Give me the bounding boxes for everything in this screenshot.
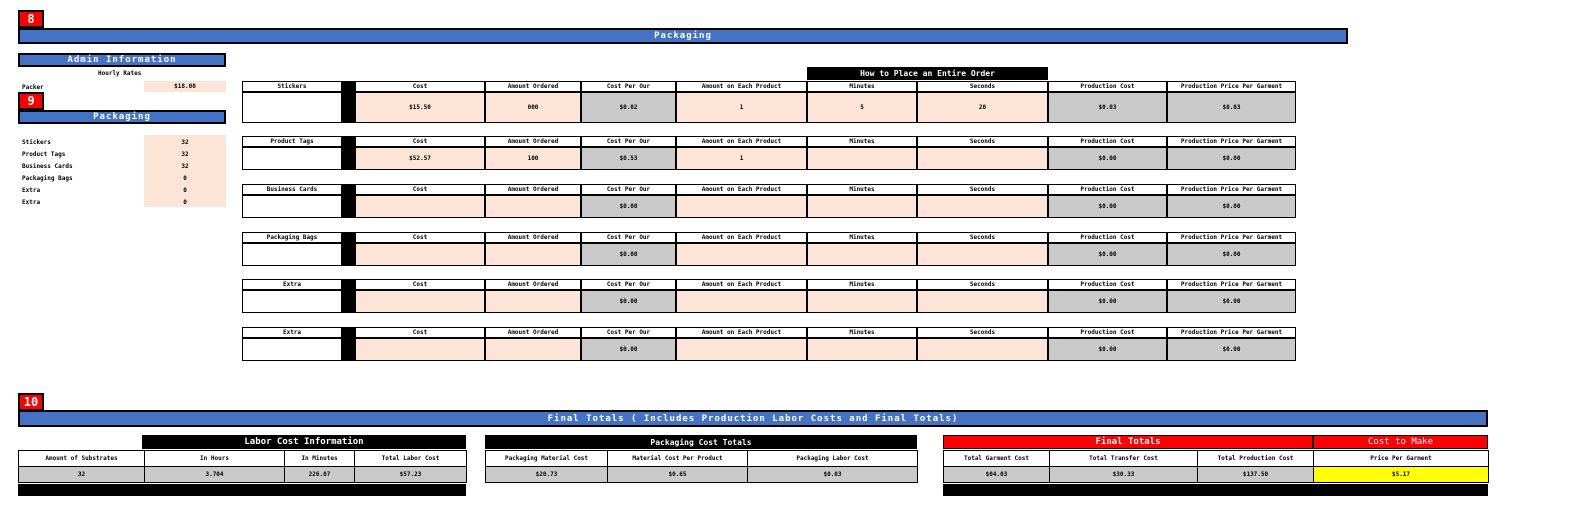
packer-label: Packer xyxy=(22,84,44,91)
packaging-value-material: $20.73 xyxy=(486,467,608,483)
column-header: Cost xyxy=(355,136,485,147)
cell-cost[interactable] xyxy=(355,195,485,218)
final-footer-bar xyxy=(943,484,1488,496)
column-header: Minutes xyxy=(807,327,917,338)
column-header: Production Cost xyxy=(1048,232,1167,243)
column-header: Seconds xyxy=(917,81,1048,92)
item-name: Product Tags xyxy=(242,136,342,147)
labor-cost-table xyxy=(18,450,466,483)
final-totals-table xyxy=(943,450,1488,483)
cell-amount[interactable] xyxy=(485,243,581,266)
packaging-qty-label: Business Cards xyxy=(22,163,73,170)
item-divider-bar xyxy=(342,279,355,313)
packaging-qty-label: Product Tags xyxy=(22,151,66,158)
column-header: Production Cost xyxy=(1048,184,1167,195)
cell-each[interactable] xyxy=(676,338,807,361)
column-header: Production Cost xyxy=(1048,327,1167,338)
cell-cpo: $0.00 xyxy=(581,290,676,313)
section-8-badge: 8 xyxy=(18,10,44,28)
final-value-transfer: $30.33 xyxy=(1050,467,1198,483)
cell-ppg: $0.00 xyxy=(1167,243,1296,266)
column-header: Production Price Per Garment xyxy=(1167,81,1296,92)
column-header: Production Price Per Garment xyxy=(1167,136,1296,147)
packaging-qty-value[interactable]: 32 xyxy=(181,151,189,158)
packer-rate-field[interactable]: $18.00 xyxy=(144,81,226,92)
column-header: Cost xyxy=(355,327,485,338)
labor-footer-bar xyxy=(18,484,466,496)
column-header: Seconds xyxy=(917,136,1048,147)
column-header: Amount Ordered xyxy=(485,81,581,92)
cell-prod-cost: $0.00 xyxy=(1048,290,1167,313)
cell-cost[interactable] xyxy=(355,243,485,266)
item-name: Stickers xyxy=(242,81,342,92)
item-divider-bar xyxy=(342,184,355,218)
cell-seconds[interactable] xyxy=(917,243,1048,266)
cell-amount[interactable] xyxy=(485,338,581,361)
cell-amount[interactable]: 100 xyxy=(485,147,581,170)
packaging-header-labor: Packaging Labor Cost xyxy=(748,451,918,467)
column-header: Amount on Each Product xyxy=(676,184,807,195)
labor-header-minutes: In Minutes xyxy=(285,451,355,467)
packaging-totals-table xyxy=(485,450,917,483)
column-header: Seconds xyxy=(917,184,1048,195)
column-header: Production Price Per Garment xyxy=(1167,327,1296,338)
cell-prod-cost: $0.00 xyxy=(1048,243,1167,266)
cell-each[interactable] xyxy=(676,195,807,218)
packaging-qty-label: Extra xyxy=(22,187,41,194)
column-header: Minutes xyxy=(807,184,917,195)
column-header: Amount on Each Product xyxy=(676,81,807,92)
packaging-title-bar: Packaging xyxy=(18,28,1348,44)
item-note-cell[interactable] xyxy=(242,338,342,361)
cell-minutes[interactable]: 5 xyxy=(807,92,917,123)
cell-seconds[interactable]: 20 xyxy=(917,92,1048,123)
item-note-cell[interactable] xyxy=(242,243,342,266)
column-header: Cost Per Our xyxy=(581,279,676,290)
cell-ppg: $0.03 xyxy=(1167,92,1296,123)
packaging-qty-value[interactable]: 32 xyxy=(181,139,189,146)
item-divider-bar xyxy=(342,327,355,361)
cell-each[interactable] xyxy=(676,243,807,266)
column-header: Cost Per Our xyxy=(581,232,676,243)
packaging-value-labor: $0.03 xyxy=(748,467,918,483)
item-divider-bar xyxy=(342,232,355,266)
column-header: Seconds xyxy=(917,327,1048,338)
column-header: Cost Per Our xyxy=(581,136,676,147)
cell-seconds[interactable] xyxy=(917,338,1048,361)
cell-prod-cost: $0.00 xyxy=(1048,147,1167,170)
column-header: Minutes xyxy=(807,279,917,290)
column-header: Amount on Each Product xyxy=(676,136,807,147)
cell-amount[interactable] xyxy=(485,195,581,218)
final-totals-header: Final Totals xyxy=(943,435,1313,449)
cell-ppg: $0.00 xyxy=(1167,147,1296,170)
column-header: Production Cost xyxy=(1048,279,1167,290)
cell-each[interactable] xyxy=(676,290,807,313)
labor-header-total: Total Labor Cost xyxy=(355,451,467,467)
section-9-badge: 9 xyxy=(18,92,44,110)
cell-minutes[interactable] xyxy=(807,195,917,218)
column-header: Production Price Per Garment xyxy=(1167,184,1296,195)
item-note-cell[interactable] xyxy=(242,147,342,170)
final-value-price: $5.17 xyxy=(1314,467,1489,483)
cell-prod-cost: $0.00 xyxy=(1048,195,1167,218)
column-header: Seconds xyxy=(917,232,1048,243)
item-divider-bar xyxy=(342,81,355,123)
cell-seconds[interactable] xyxy=(917,147,1048,170)
final-header-garment: Total Garment Cost xyxy=(944,451,1050,467)
cell-prod-cost: $0.03 xyxy=(1048,92,1167,123)
cell-minutes[interactable] xyxy=(807,338,917,361)
packaging-qty-value[interactable]: 32 xyxy=(181,163,189,170)
cell-prod-cost: $0.00 xyxy=(1048,338,1167,361)
item-name: Business Cards xyxy=(242,184,342,195)
labor-header-hours: In Hours xyxy=(145,451,285,467)
hourly-rates-label: Hourly Rates xyxy=(98,70,142,77)
column-header: Amount on Each Product xyxy=(676,232,807,243)
packaging-qty-value[interactable]: 0 xyxy=(183,187,187,194)
final-header-production: Total Production Cost xyxy=(1198,451,1314,467)
labor-value-total: $57.23 xyxy=(355,467,467,483)
item-name: Packaging Bags xyxy=(242,232,342,243)
column-header: Amount Ordered xyxy=(485,232,581,243)
column-header: Minutes xyxy=(807,81,917,92)
column-header: Cost Per Our xyxy=(581,184,676,195)
cell-cost[interactable] xyxy=(355,290,485,313)
column-header: Amount Ordered xyxy=(485,327,581,338)
labor-value-hours: 3.704 xyxy=(145,467,285,483)
labor-value-minutes: 226.07 xyxy=(285,467,355,483)
item-divider-bar xyxy=(342,136,355,170)
labor-cost-header: Labor Cost Information xyxy=(142,435,466,449)
column-header: Amount on Each Product xyxy=(676,327,807,338)
column-header: Seconds xyxy=(917,279,1048,290)
packaging-qty-label: Extra xyxy=(22,199,41,206)
column-header: Cost xyxy=(355,184,485,195)
column-header: Amount on Each Product xyxy=(676,279,807,290)
packaging-header-per-product: Material Cost Per Product xyxy=(608,451,748,467)
packaging-qty-value[interactable]: 0 xyxy=(183,175,187,182)
labor-value-substrates: 32 xyxy=(19,467,145,483)
cell-cost[interactable]: $52.57 xyxy=(355,147,485,170)
column-header: Cost xyxy=(355,81,485,92)
packaging-value-per-product: $0.65 xyxy=(608,467,748,483)
cell-amount[interactable] xyxy=(485,290,581,313)
final-header-price: Price Per Garment xyxy=(1314,451,1489,467)
cell-amount[interactable]: 000 xyxy=(485,92,581,123)
column-header: Amount Ordered xyxy=(485,136,581,147)
cell-each[interactable]: 1 xyxy=(676,147,807,170)
final-value-garment: $04.03 xyxy=(944,467,1050,483)
cell-ppg: $0.00 xyxy=(1167,338,1296,361)
column-header: Cost xyxy=(355,279,485,290)
cost-to-make-header: Cost to Make xyxy=(1313,435,1488,449)
column-header: Production Cost xyxy=(1048,81,1167,92)
cell-cost[interactable]: $15.50 xyxy=(355,92,485,123)
packaging-qty-label: Packaging Bags xyxy=(22,175,73,182)
column-header: Production Price Per Garment xyxy=(1167,279,1296,290)
section-10-badge: 10 xyxy=(18,393,44,411)
column-header: Production Price Per Garment xyxy=(1167,232,1296,243)
cell-each[interactable]: 1 xyxy=(676,92,807,123)
order-header: How to Place an Entire Order xyxy=(807,67,1048,80)
final-totals-title-bar: Final Totals ( Includes Production Labor Costs and Final Totals) xyxy=(18,410,1488,427)
cell-minutes[interactable] xyxy=(807,243,917,266)
cell-cpo: $0.00 xyxy=(581,338,676,361)
final-value-production: $137.50 xyxy=(1198,467,1314,483)
item-note-cell[interactable] xyxy=(242,92,342,123)
item-name: Extra xyxy=(242,327,342,338)
column-header: Amount Ordered xyxy=(485,184,581,195)
cell-seconds[interactable] xyxy=(917,290,1048,313)
column-header: Minutes xyxy=(807,232,917,243)
packaging-qty-label: Stickers xyxy=(22,139,51,146)
cell-cpo: $0.00 xyxy=(581,243,676,266)
cell-ppg: $0.00 xyxy=(1167,195,1296,218)
admin-information-header: Admin Information xyxy=(18,53,226,67)
item-note-cell[interactable] xyxy=(242,195,342,218)
cell-minutes[interactable] xyxy=(807,290,917,313)
item-note-cell[interactable] xyxy=(242,290,342,313)
item-name: Extra xyxy=(242,279,342,290)
column-header: Cost Per Our xyxy=(581,327,676,338)
final-header-transfer: Total Transfer Cost xyxy=(1050,451,1198,467)
labor-header-substrates: Amount of Substrates xyxy=(19,451,145,467)
column-header: Minutes xyxy=(807,136,917,147)
cell-minutes[interactable] xyxy=(807,147,917,170)
packaging-qty-value[interactable]: 0 xyxy=(183,199,187,206)
packaging-quantities-header: Packaging xyxy=(18,110,226,124)
cell-cpo: $0.53 xyxy=(581,147,676,170)
cell-ppg: $0.00 xyxy=(1167,290,1296,313)
cell-cpo: $0.00 xyxy=(581,195,676,218)
column-header: Production Cost xyxy=(1048,136,1167,147)
cell-seconds[interactable] xyxy=(917,195,1048,218)
packaging-totals-header: Packaging Cost Totals xyxy=(485,435,917,449)
cell-cost[interactable] xyxy=(355,338,485,361)
column-header: Cost Per Our xyxy=(581,81,676,92)
cell-cpo: $0.02 xyxy=(581,92,676,123)
packaging-header-material: Packaging Material Cost xyxy=(486,451,608,467)
column-header: Cost xyxy=(355,232,485,243)
column-header: Amount Ordered xyxy=(485,279,581,290)
